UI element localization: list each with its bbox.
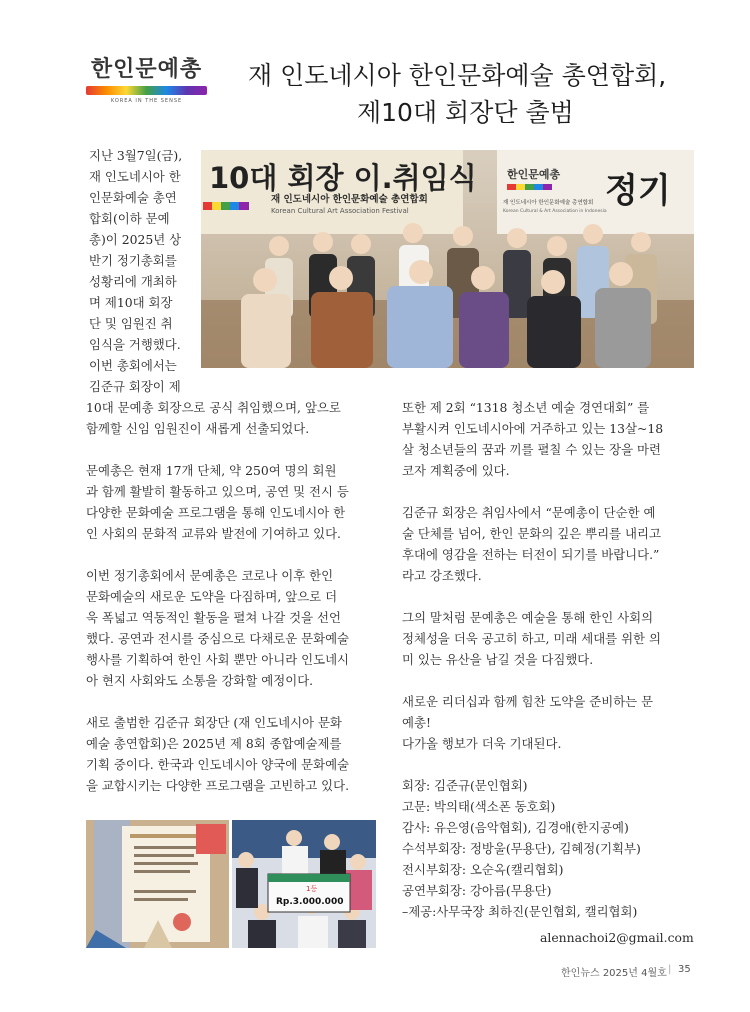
text-line: 새로 출범한 김준규 회장단 (재 인도네시아 문화: [86, 715, 342, 730]
text-line: 후대에 영감을 전하는 터전이 되기를 바랍니다.”: [402, 547, 660, 562]
text-line: [86, 439, 382, 460]
text-line: 임식을 거행했다.: [89, 337, 181, 352]
article-title-line-2: 제10대 회장단 출범: [357, 98, 574, 127]
logo-rainbow-bar: [86, 86, 207, 95]
text-line: 과 함께 활발히 활동하고 있으며, 공연 및 전시 등: [86, 484, 349, 499]
check-amount: Rp.3.000.000: [276, 897, 344, 907]
text-line: 합회(이하 문예: [89, 211, 170, 226]
text-line: 인 사회의 문화적 교류와 발전에 기여하고 있다.: [86, 526, 341, 541]
banner-right-title: 재 인도네시아 한인문화예술 총연합회: [503, 200, 594, 206]
text-line: [86, 544, 382, 565]
banner-mid-sub: Korean Cultural Art Association Festival: [271, 207, 409, 215]
text-line: [402, 586, 698, 607]
text-line: 코자 계획중에 있다.: [402, 463, 510, 478]
group-photo: [201, 150, 694, 368]
text-line: 김준규 회장이 제: [89, 379, 181, 394]
text-line: –제공:사무국장 최하진(문인협회, 캘리협회): [402, 904, 638, 919]
text-line: 아 현지 사회와도 소통을 강화할 예정이다.: [86, 673, 314, 688]
text-line: 문화예술의 새로운 도약을 다짐하며, 앞으로 더: [86, 589, 338, 604]
text-line: 예총!: [402, 715, 431, 730]
text-line: 이번 정기총회에서 문예총은 코로나 이후 한인: [86, 568, 334, 583]
text-line: 욱 폭넓고 역동적인 활동을 펼쳐 나갈 것을 선언: [86, 610, 341, 625]
magazine-logo: [84, 52, 209, 112]
text-line: 술 단체를 넘어, 한인 문화의 깊은 뿌리를 내리고: [402, 526, 661, 541]
text-line: 지난 3월7일(금),: [89, 148, 183, 163]
text-line: 또한 제 2회 “1318 청소년 예술 경연대회” 를: [402, 400, 650, 415]
text-line: 새로운 리더십과 함께 힘찬 도약을 준비하는 문: [402, 694, 654, 709]
column2-body: [402, 397, 698, 922]
banner-right-logo: 한인문예총: [507, 168, 561, 181]
text-line: 함께할 신임 임원진이 새롭게 선출되었다.: [86, 421, 310, 436]
column1-intro: [89, 145, 201, 397]
text-line: 이번 총회에서는: [89, 358, 177, 373]
text-line: 감사: 유은영(음악협회), 김경애(한지공예): [402, 820, 629, 835]
text-line: 인문화예술 총연: [89, 190, 177, 205]
text-line: 다가올 행보가 더욱 기대된다.: [402, 736, 562, 751]
text-line: 그의 말처럼 문예총은 예술을 통해 한인 사회의: [402, 610, 654, 625]
text-line: [402, 754, 698, 775]
text-line: [402, 481, 698, 502]
contact-email[interactable]: alennachoi2@gmail.com: [540, 930, 694, 945]
article-title-line-1: 재 인도네시아 한인문화예술 총연합회,: [248, 61, 667, 90]
text-line: 문예총은 현재 17개 단체, 약 250여 명의 회원: [86, 463, 337, 478]
check-label: 1등: [306, 885, 318, 893]
certificate-photo: [86, 820, 229, 948]
column1-body: [86, 397, 382, 796]
text-line: [402, 670, 698, 691]
text-line: 단 및 임원진 취: [89, 316, 173, 331]
text-line: 김준규 회장은 취임사에서 “문예총이 단순한 예: [402, 505, 656, 520]
banner-left-text: 10대 회장 이.취임식: [209, 161, 477, 195]
text-line: 정체성을 더욱 공고히 하고, 미래 세대를 위한 의: [402, 631, 661, 646]
banner-mid-title: 재 인도네시아 한인문화예술 총연합회: [271, 194, 428, 205]
text-line: 재 인도네시아 한: [89, 169, 181, 184]
footer-separator: |: [668, 964, 672, 975]
text-line: 수석부회장: 정방울(무용단), 김혜정(기획부): [402, 841, 641, 856]
text-line: 총)이 2025년 상: [89, 232, 182, 247]
text-line: 예술 총연합회)은 2025년 제 8회 종합예술제를: [86, 736, 342, 751]
text-line: 전시부회장: 오순옥(캘리협회): [402, 862, 564, 877]
text-line: 행사를 기획하여 한인 사회 뿐만 아니라 인도네시: [86, 652, 350, 667]
text-line: 기획 중이다. 한국과 인도네시아 양국에 문화예술: [86, 757, 350, 772]
text-line: 며 제10대 회장: [89, 295, 173, 310]
banner-right-sub: Korean Cultural & Art Association in Indonesia: [503, 209, 607, 214]
text-line: 살 청소년들의 꿈과 끼를 펼칠 수 있는 장을 마련: [402, 442, 661, 457]
page-number: 35: [678, 964, 691, 975]
text-line: 부활시켜 인도네시아에 거주하고 있는 13살~18: [402, 421, 664, 436]
text-line: 라고 강조했다.: [402, 568, 482, 583]
text-line: 10대 문예총 회장으로 공식 취임했으며, 앞으로: [86, 400, 341, 415]
text-line: 미 있는 유산을 남길 것을 다짐했다.: [402, 652, 594, 667]
text-line: 공연부회장: 강아름(무용단): [402, 883, 552, 898]
text-line: 고문: 박의태(색소폰 동호회): [402, 799, 556, 814]
text-line: 다양한 문화예술 프로그램을 통해 인도네시아 한: [86, 505, 346, 520]
text-line: [86, 691, 382, 712]
text-line: 회장: 김준규(문인협회): [402, 778, 528, 793]
text-line: 했다. 공연과 전시를 중심으로 다채로운 문화예술: [86, 631, 350, 646]
logo-subtext: KOREA IN THE SENSE: [110, 98, 183, 104]
banner-right-big: 정기: [605, 171, 671, 211]
text-line: 성황리에 개최하: [89, 274, 177, 289]
logo-text: 한인문예총: [90, 57, 203, 82]
text-line: 을 교합시키는 다양한 프로그램을 고빈하고 있다.: [86, 778, 350, 793]
award-photo: [232, 820, 376, 948]
text-line: 반기 정기총회를: [89, 253, 177, 268]
footer-publication: 한인뉴스 2025년 4월호: [561, 968, 667, 979]
